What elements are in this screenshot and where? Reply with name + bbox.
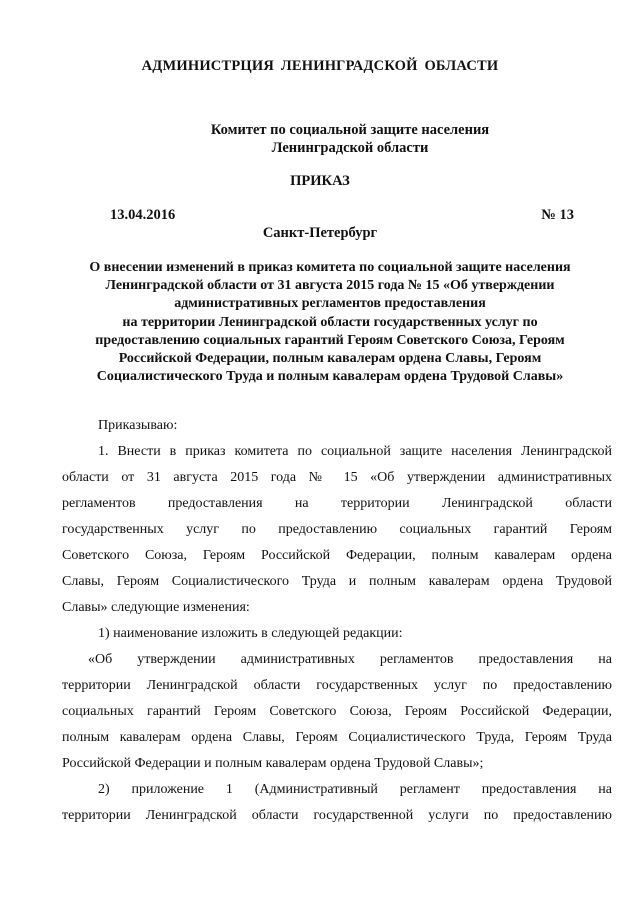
paragraph-line: «Об утверждении административных регламентов предоставления на xyxy=(88,652,612,667)
subject-line: Российской Федерации, полным кавалерам ордена Славы, Героям xyxy=(118,351,542,367)
committee-name-line: Комитет по социальной защите населения xyxy=(210,122,490,138)
subject-line: предоставлению социальных гарантий Героям Советского Союза, Героям xyxy=(95,332,565,348)
order-city: Санкт-Петербург xyxy=(262,225,378,241)
subject-line: О внесении изменений в приказ комитета по социальной защите населения xyxy=(89,260,571,275)
paragraph-1 xyxy=(62,439,612,621)
order-body xyxy=(62,413,612,829)
paragraph-line: государственных услуг по предоставлению социальных гарантий Героям xyxy=(62,522,612,537)
paragraph-line: Советского Союза, Героям Российской Федерации, полным кавалерам ордена xyxy=(62,548,612,563)
paragraph-2: 1) наименование изложить в следующей редакции: xyxy=(98,626,403,641)
order-number: № 13 xyxy=(541,207,574,223)
paragraph-line: 1. Внести в приказ комитета по социальной защите населения Ленинградской xyxy=(98,444,612,459)
order-date: 13.04.2016 xyxy=(110,207,176,223)
paragraph-line: полным кавалерам ордена Славы, Героям Социалистического Труда, Героям Труда xyxy=(62,730,612,745)
subject-line: Ленинградской области от 31 августа 2015 года № 15 «Об утверждении xyxy=(105,278,555,294)
subject-line: Социалистического Труда и полным кавалерам ордена Трудовой Славы» xyxy=(96,369,564,385)
paragraph-line: территории Ленинградской области государственной услуги по предоставлению xyxy=(62,808,612,823)
paragraph-line: территории Ленинградской области государственных услуг по предоставлению xyxy=(62,678,612,693)
order-subject xyxy=(70,259,590,386)
subject-line: административных регламентов предоставления xyxy=(174,296,486,312)
subject-line: на территории Ленинградской области государственных услуг по xyxy=(122,314,538,330)
order-title: ПРИКАЗ xyxy=(290,173,350,189)
paragraph-line: Славы, Героям Социалистического Труда и полным кавалерам ордена Трудовой xyxy=(62,574,612,589)
paragraph-line: Славы» следующие изменения: xyxy=(62,600,250,615)
paragraph-line: Российской Федерации и полным кавалерам ордена Трудовой Славы»; xyxy=(62,756,484,771)
paragraph-line: области от 31 августа 2015 года № 15 «Об утверждении административных xyxy=(62,470,612,485)
paragraph-3 xyxy=(62,647,612,777)
administration-title: АДМИНИСТРЦИЯ ЛЕНИНГРАДСКОЙ ОБЛАСТИ xyxy=(141,58,499,74)
committee-name xyxy=(190,121,510,157)
paragraph-line: социальных гарантий Героям Советского Союза, Героям Российской Федерации, xyxy=(62,704,612,719)
committee-name-line: Ленинградской области xyxy=(271,140,429,156)
paragraph-line: регламентов предоставления на территории Ленинградской области xyxy=(62,496,612,511)
paragraph-line: 2) приложение 1 (Административный регламент предоставления на xyxy=(98,782,612,797)
paragraph-4 xyxy=(62,777,612,829)
order-word: Приказываю: xyxy=(98,418,178,433)
